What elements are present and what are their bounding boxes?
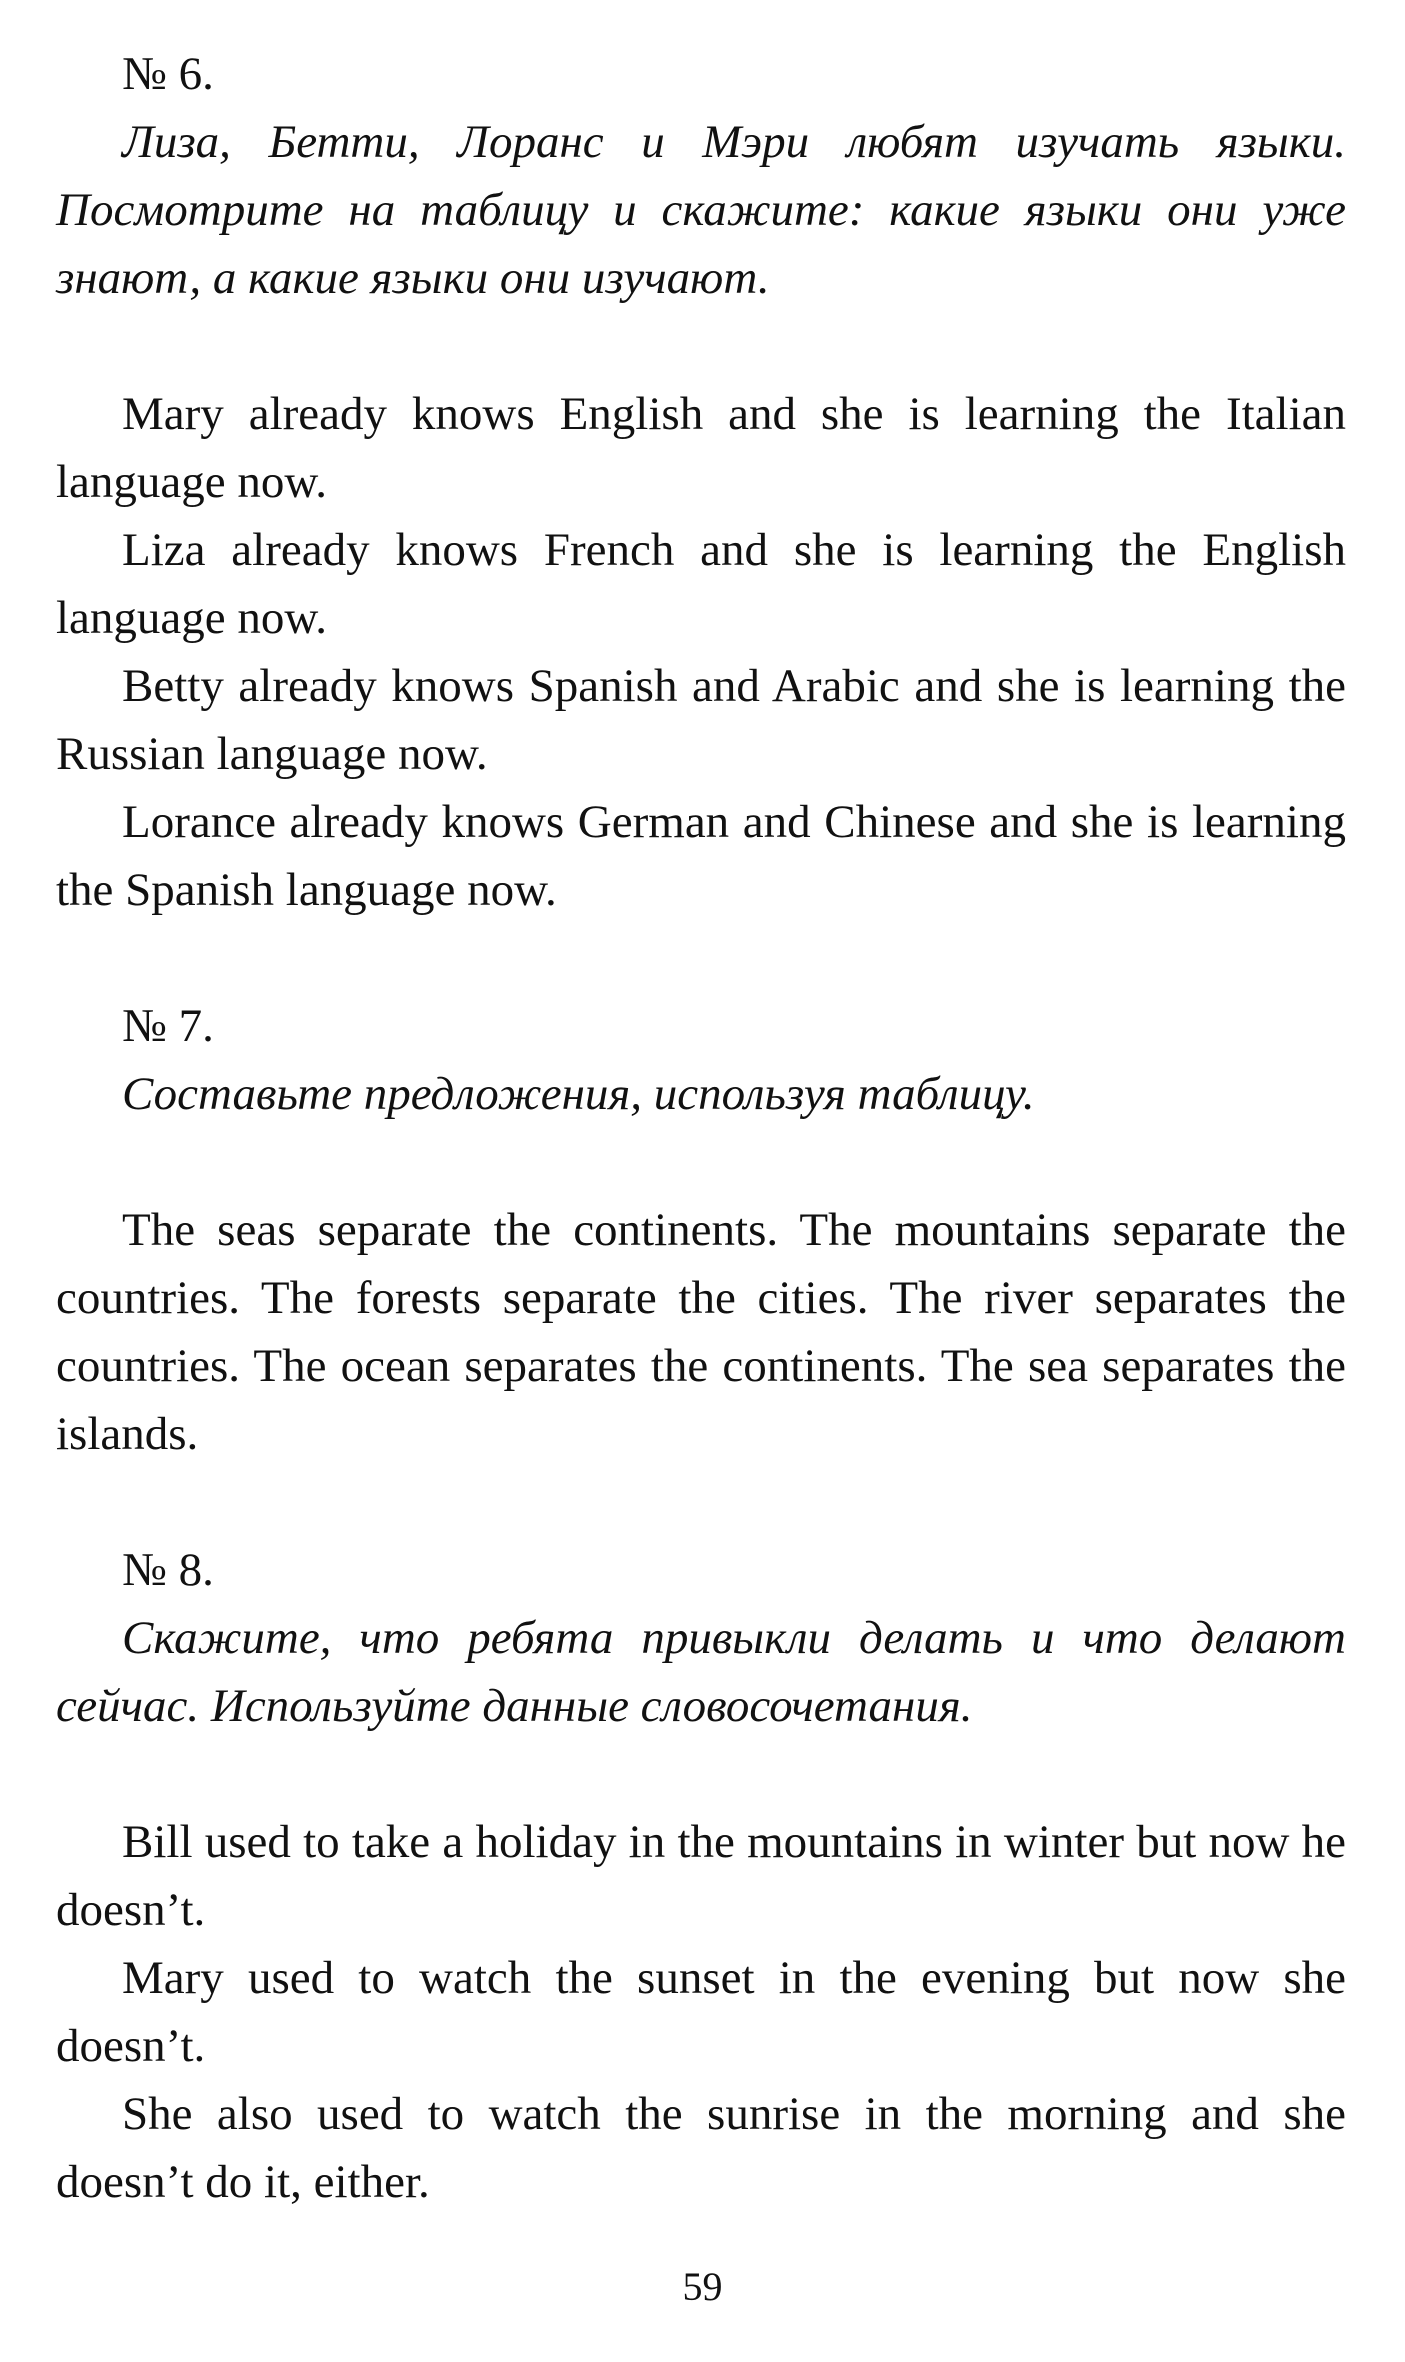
page-content — [56, 40, 1346, 2216]
answer-paragraph: She also used to watch the sunrise in the morning and she doesn’t do it, either. — [56, 2088, 1346, 2208]
exercise-7 — [56, 992, 1346, 1468]
answer-paragraph: Lorance already knows German and Chinese and she is learning the Spanish language now. — [56, 796, 1346, 916]
exercise-number: № 8. — [122, 1544, 214, 1596]
exercise-answers — [56, 380, 1346, 924]
section-gap — [56, 1468, 1346, 1536]
exercise-number: № 6. — [122, 48, 214, 100]
answer-paragraph: Mary used to watch the sunset in the evening but now she doesn’t. — [56, 1952, 1346, 2072]
answer-paragraph: The seas separate the continents. The mountains separate the countries. The forests separate the cities. The river separates the countries. The ocean separates the continents. The sea separates the islands. — [56, 1204, 1346, 1460]
exercise-6 — [56, 40, 1346, 924]
answer-paragraph: Betty already knows Spanish and Arabic and she is learning the Russian language now. — [56, 660, 1346, 780]
exercise-8 — [56, 1536, 1346, 2216]
exercise-number: № 7. — [122, 1000, 214, 1052]
exercise-answers — [56, 1196, 1346, 1468]
exercise-instruction: Лиза, Бетти, Лоранс и Мэри любят изучать языки. Посмотрите на таблицу и скажите: какие языки они уже знают, а какие языки они изучают. — [56, 116, 1346, 304]
page-number: 59 — [682, 2264, 723, 2309]
answer-paragraph: Bill used to take a holiday in the mountains in winter but now he doesn’t. — [56, 1816, 1346, 1936]
answer-paragraph: Liza already knows French and she is learning the English language now. — [56, 524, 1346, 644]
exercise-instruction: Скажите, что ребята привыкли делать и что делают сейчас. Используйте данные словосочетания. — [56, 1612, 1346, 1732]
section-gap — [56, 924, 1346, 992]
exercise-instruction: Составьте предложения, используя таблицу. — [122, 1068, 1035, 1120]
answer-paragraph: Mary already knows English and she is learning the Italian language now. — [56, 388, 1346, 508]
exercise-answers — [56, 1808, 1346, 2216]
